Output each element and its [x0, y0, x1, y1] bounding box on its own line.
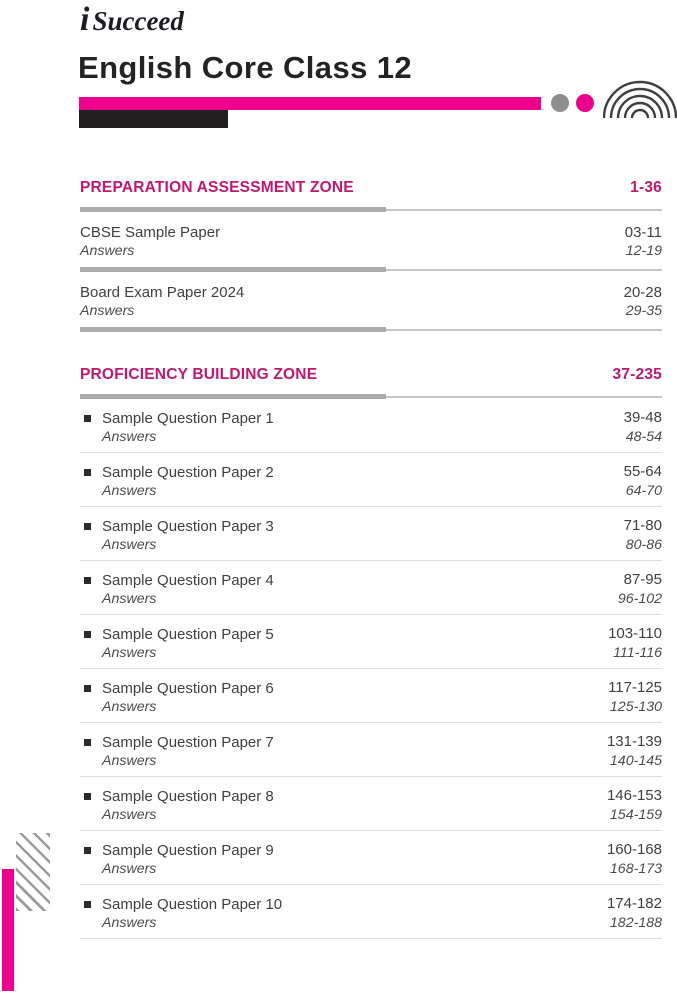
- answers-pages: 80-86: [625, 537, 662, 553]
- item-label: Sample Question Paper 8: [102, 788, 274, 805]
- item-pages: 103-110: [608, 625, 662, 642]
- toc-item: [80, 777, 662, 831]
- section-preparation-assessment-zone: [80, 176, 662, 332]
- toc-item: [80, 831, 662, 885]
- pink-stripe-decoration: [2, 869, 14, 991]
- answers-pages: 12-19: [625, 243, 662, 259]
- answers-pages: 48-54: [625, 429, 662, 445]
- toc-item: [80, 615, 662, 669]
- item-title-row: [80, 223, 662, 242]
- answers-pages: 168-173: [609, 861, 662, 877]
- toc-item: [80, 212, 662, 267]
- item-title-row: [80, 624, 662, 644]
- square-bullet-icon: [84, 685, 91, 692]
- answers-label: Answers: [80, 303, 135, 319]
- item-label: Sample Question Paper 1: [102, 410, 274, 427]
- zone-header: [80, 363, 662, 394]
- answers-row: [80, 698, 662, 716]
- answers-label: Answers: [102, 483, 157, 499]
- zone-header: [80, 176, 662, 207]
- item-pages: 39-48: [623, 409, 662, 426]
- answers-label: Answers: [102, 591, 157, 607]
- item-label: Sample Question Paper 9: [102, 842, 274, 859]
- answers-label: Answers: [102, 645, 157, 661]
- item-label: Sample Question Paper 2: [102, 464, 274, 481]
- item-label: Board Exam Paper 2024: [80, 284, 245, 301]
- diagonal-hatch-decoration: [16, 833, 50, 911]
- item-title-row: [80, 732, 662, 752]
- answers-row: [80, 914, 662, 932]
- item-pages: 174-182: [606, 895, 662, 912]
- item-label: Sample Question Paper 10: [102, 896, 283, 913]
- item-pages: 146-153: [606, 787, 662, 804]
- toc-item: [80, 399, 662, 453]
- section-proficiency-building-zone: [80, 363, 662, 939]
- zone-pages: 1-36: [630, 179, 662, 196]
- square-bullet-icon: [84, 631, 91, 638]
- answers-row: [80, 752, 662, 770]
- toc-item: [80, 669, 662, 723]
- answers-row: [80, 536, 662, 554]
- answers-row: [80, 644, 662, 662]
- answers-label: Answers: [102, 807, 157, 823]
- item-label: CBSE Sample Paper: [80, 224, 221, 241]
- zone-title: PROFICIENCY BUILDING ZONE: [80, 366, 318, 383]
- item-title-row: [80, 570, 662, 590]
- item-rule: [80, 327, 662, 332]
- toc-item: [80, 453, 662, 507]
- square-bullet-icon: [84, 577, 91, 584]
- toc-item: [80, 723, 662, 777]
- answers-pages: 182-188: [609, 915, 662, 931]
- answers-pages: 64-70: [625, 483, 662, 499]
- answers-label: Answers: [102, 429, 157, 445]
- toc-item: [80, 507, 662, 561]
- zone-title: PREPARATION ASSESSMENT ZONE: [80, 179, 354, 196]
- square-bullet-icon: [84, 847, 91, 854]
- item-title-row: [80, 678, 662, 698]
- answers-label: Answers: [102, 537, 157, 553]
- item-title-row: [80, 894, 662, 914]
- concentric-arcs-icon: [603, 68, 677, 118]
- item-pages: 71-80: [623, 517, 662, 534]
- item-title-row: [80, 408, 662, 428]
- answers-pages: 29-35: [625, 303, 662, 319]
- answers-label: Answers: [102, 753, 157, 769]
- answers-row: [80, 590, 662, 608]
- item-title-row: [80, 462, 662, 482]
- logo-i: i: [80, 1, 90, 38]
- dark-accent-bar: [79, 110, 228, 128]
- logo-name: Succeed: [92, 6, 184, 36]
- square-bullet-icon: [84, 793, 91, 800]
- page-title: English Core Class 12: [78, 50, 413, 85]
- answers-row: [80, 428, 662, 446]
- answers-pages: 111-116: [613, 645, 662, 661]
- answers-row: [80, 860, 662, 878]
- item-title-row: [80, 786, 662, 806]
- toc-item: [80, 272, 662, 327]
- item-pages: 131-139: [606, 733, 662, 750]
- item-label: Sample Question Paper 4: [102, 572, 274, 589]
- magenta-accent-bar: [79, 97, 541, 110]
- item-title-row: [80, 516, 662, 536]
- item-label: Sample Question Paper 7: [102, 734, 274, 751]
- square-bullet-icon: [84, 739, 91, 746]
- item-pages: 20-28: [623, 284, 662, 301]
- gray-dot-decoration: [551, 94, 569, 112]
- item-label: Sample Question Paper 6: [102, 680, 274, 697]
- answers-row: [80, 806, 662, 824]
- answers-row: [80, 482, 662, 500]
- answers-pages: 96-102: [617, 591, 662, 607]
- item-pages: 160-168: [606, 841, 662, 858]
- answers-label: Answers: [102, 915, 157, 931]
- item-pages: 03-11: [624, 224, 662, 241]
- square-bullet-icon: [84, 901, 91, 908]
- square-bullet-icon: [84, 523, 91, 530]
- answers-pages: 154-159: [609, 807, 662, 823]
- answers-row: [80, 242, 662, 260]
- isucceed-logo: [80, 2, 184, 44]
- item-pages: 55-64: [623, 463, 662, 480]
- toc-item: [80, 885, 662, 939]
- answers-row: [80, 302, 662, 320]
- answers-label: Answers: [102, 861, 157, 877]
- answers-pages: 140-145: [609, 753, 662, 769]
- answers-label: Answers: [102, 699, 157, 715]
- answers-pages: 125-130: [609, 699, 662, 715]
- item-label: Sample Question Paper 3: [102, 518, 274, 535]
- item-title-row: [80, 283, 662, 302]
- square-bullet-icon: [84, 415, 91, 422]
- answers-label: Answers: [80, 243, 135, 259]
- pink-dot-decoration: [576, 94, 594, 112]
- item-label: Sample Question Paper 5: [102, 626, 274, 643]
- item-pages: 117-125: [608, 679, 662, 696]
- table-of-contents: [80, 176, 662, 939]
- item-title-row: [80, 840, 662, 860]
- toc-item: [80, 561, 662, 615]
- item-pages: 87-95: [623, 571, 662, 588]
- zone-pages: 37-235: [612, 366, 662, 383]
- square-bullet-icon: [84, 469, 91, 476]
